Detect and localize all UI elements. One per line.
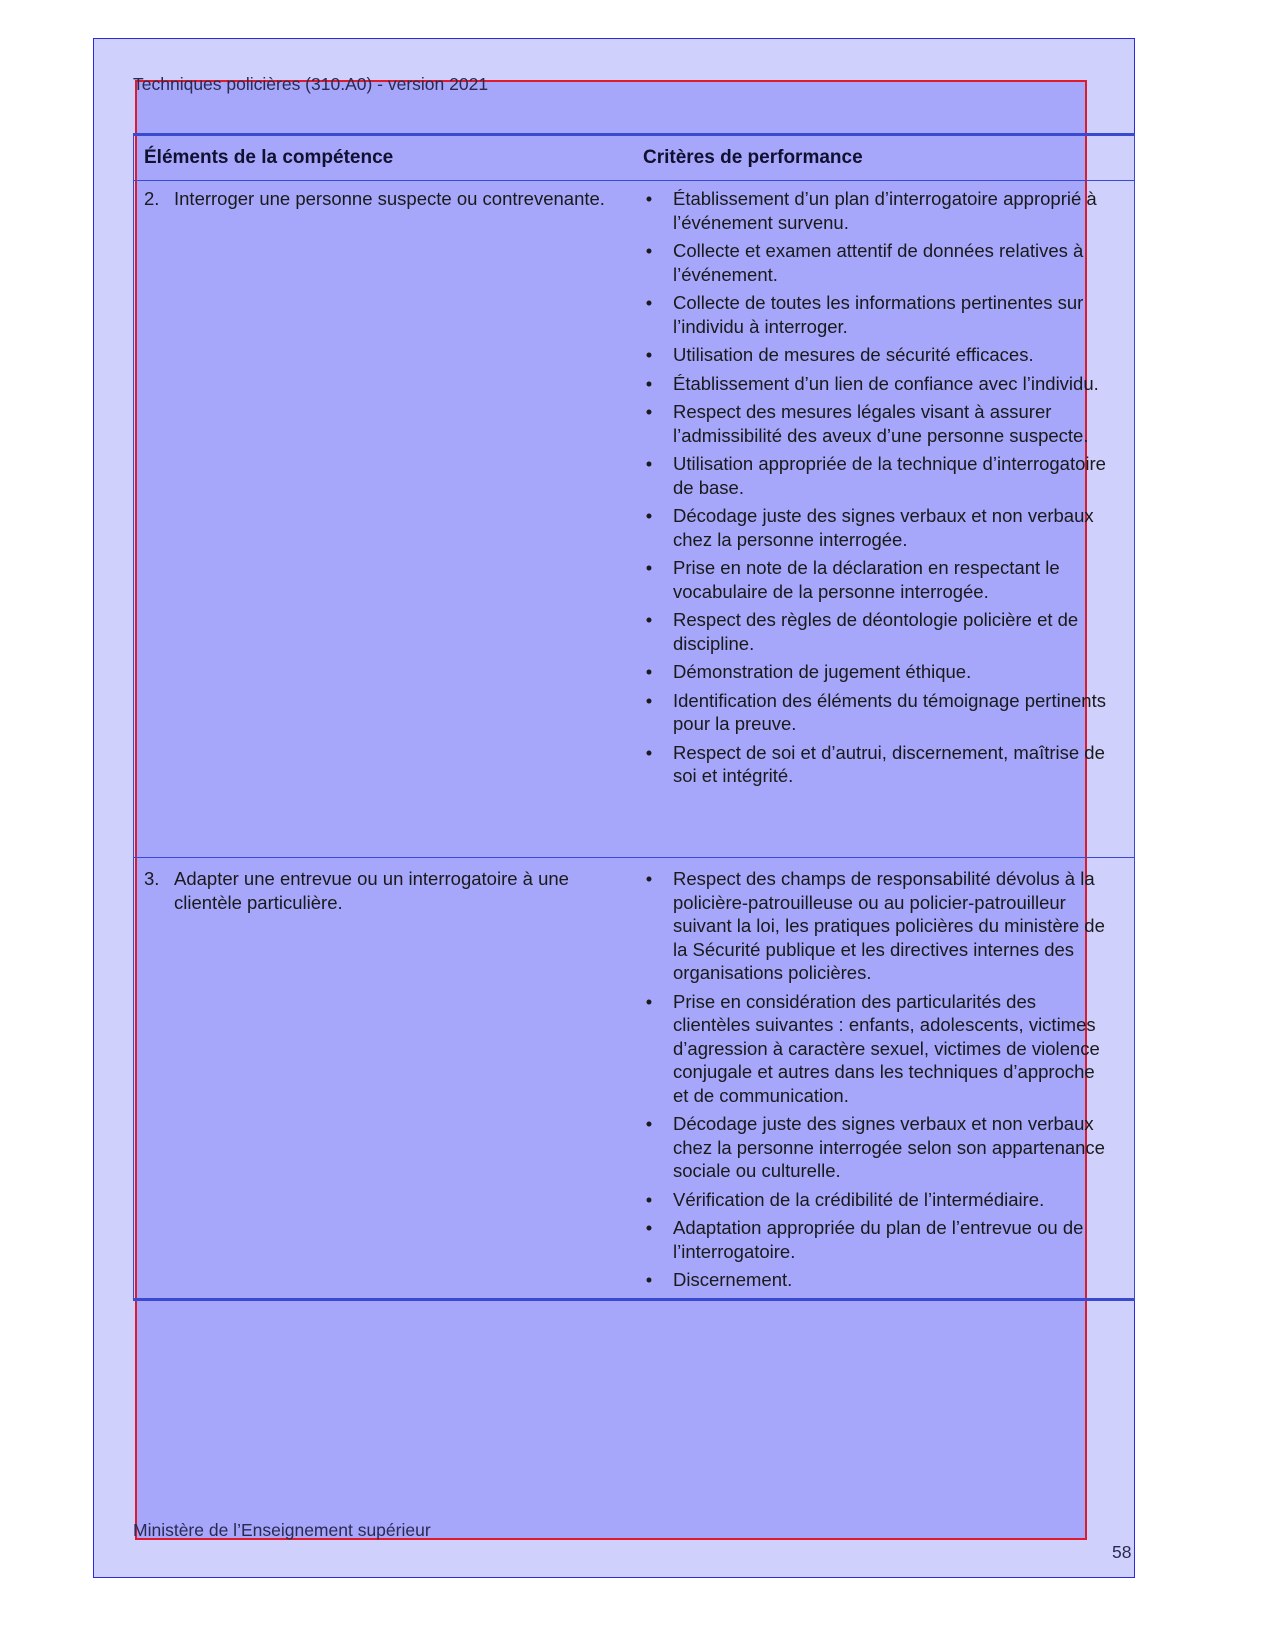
criterion-item: • Démonstration de jugement éthique. — [643, 660, 1113, 684]
criteria-list-element-2 — [643, 187, 1113, 788]
running-footer: Ministère de l’Enseignement supérieur — [133, 1520, 431, 1540]
criterion-item: • Établissement d’un lien de confiance avec l’individu. — [643, 372, 1113, 396]
page-number: 58 — [1112, 1542, 1132, 1562]
bullet-icon: • — [645, 990, 653, 1012]
criterion-item: • Vérification de la crédibilité de l’intermédiaire. — [643, 1188, 1113, 1212]
bullet-icon: • — [645, 1188, 653, 1210]
element-number: 3. — [144, 868, 160, 889]
bullet-icon: • — [645, 868, 653, 889]
element-3 — [144, 867, 614, 914]
bullet-icon: • — [645, 240, 653, 261]
bullet-icon: • — [645, 609, 653, 630]
criterion-item: • Respect de soi et d’autrui, discernement, maîtrise de soi et intégrité. — [643, 741, 1113, 788]
element-text: Interroger une personne suspecte ou contrevenante. — [174, 188, 605, 209]
criterion-item: • Discernement. — [643, 1268, 1113, 1292]
criterion-item: • Décodage juste des signes verbaux et non verbaux chez la personne interrogée. — [643, 504, 1113, 551]
bullet-icon: • — [645, 1217, 653, 1238]
criterion-item: • Adaptation appropriée du plan de l’entrevue ou de l’interrogatoire. — [643, 1216, 1113, 1263]
criterion-item: • Utilisation appropriée de la technique d’interrogatoire de base. — [643, 452, 1113, 499]
criterion-item: • Établissement d’un plan d’interrogatoire approprié à l’événement survenu. — [643, 187, 1113, 234]
bullet-icon: • — [645, 372, 653, 394]
bullet-icon: • — [645, 401, 653, 422]
criterion-item: • Utilisation de mesures de sécurité efficaces. — [643, 343, 1113, 367]
element-number: 2. — [144, 188, 160, 209]
criterion-item: • Respect des champs de responsabilité dévolus à la policière-patrouilleuse ou au policier-patrouilleur suivant la loi, les pratiques policières du ministère de la Sécurité publique et les directives internes des organisations policières. — [643, 867, 1113, 985]
criterion-item: • Décodage juste des signes verbaux et non verbaux chez la personne interrogée selon son appartenance sociale ou culturelle. — [643, 1112, 1113, 1183]
element-text: Adapter une entrevue ou un interrogatoire à une clientèle particulière. — [174, 868, 569, 913]
bullet-icon: • — [645, 344, 653, 365]
bullet-icon: • — [645, 505, 653, 526]
bullet-icon: • — [645, 1269, 653, 1290]
criteria-list-element-3 — [643, 867, 1113, 1292]
bullet-icon: • — [645, 453, 653, 474]
bullet-icon: • — [645, 292, 653, 313]
competency-table — [133, 133, 1135, 1301]
bullet-icon: • — [645, 557, 653, 578]
bullet-icon: • — [645, 188, 653, 209]
criterion-item: • Respect des mesures légales visant à assurer l’admissibilité des aveux d’une personne suspecte. — [643, 400, 1113, 447]
table-header-row — [134, 136, 1134, 181]
criterion-item: • Prise en considération des particularités des clientèles suivantes : enfants, adolescents, victimes d’agression à caractère sexuel, victimes de violence conjugale et autres dans les techniques d’approche et de communication. — [643, 990, 1113, 1108]
bullet-icon: • — [645, 661, 653, 682]
criterion-item: • Collecte de toutes les informations pertinentes sur l’individu à interroger. — [643, 291, 1113, 338]
criterion-item: • Respect des règles de déontologie policière et de discipline. — [643, 608, 1113, 655]
bullet-icon: • — [645, 1113, 653, 1134]
bullet-icon: • — [645, 689, 653, 711]
bullet-icon: • — [645, 741, 653, 763]
column-header-criteria: Critères de performance — [643, 147, 863, 168]
column-header-elements: Éléments de la compétence — [144, 147, 394, 168]
criterion-item: • Prise en note de la déclaration en respectant le vocabulaire de la personne interrogée. — [643, 556, 1113, 603]
criterion-item: • Identification des éléments du témoignage pertinents pour la preuve. — [643, 689, 1113, 736]
row-divider — [134, 857, 1134, 858]
running-header: Techniques policières (310.A0) - version 2021 — [133, 74, 489, 94]
criterion-item: • Collecte et examen attentif de données relatives à l’événement. — [643, 239, 1113, 286]
element-2 — [144, 187, 614, 211]
